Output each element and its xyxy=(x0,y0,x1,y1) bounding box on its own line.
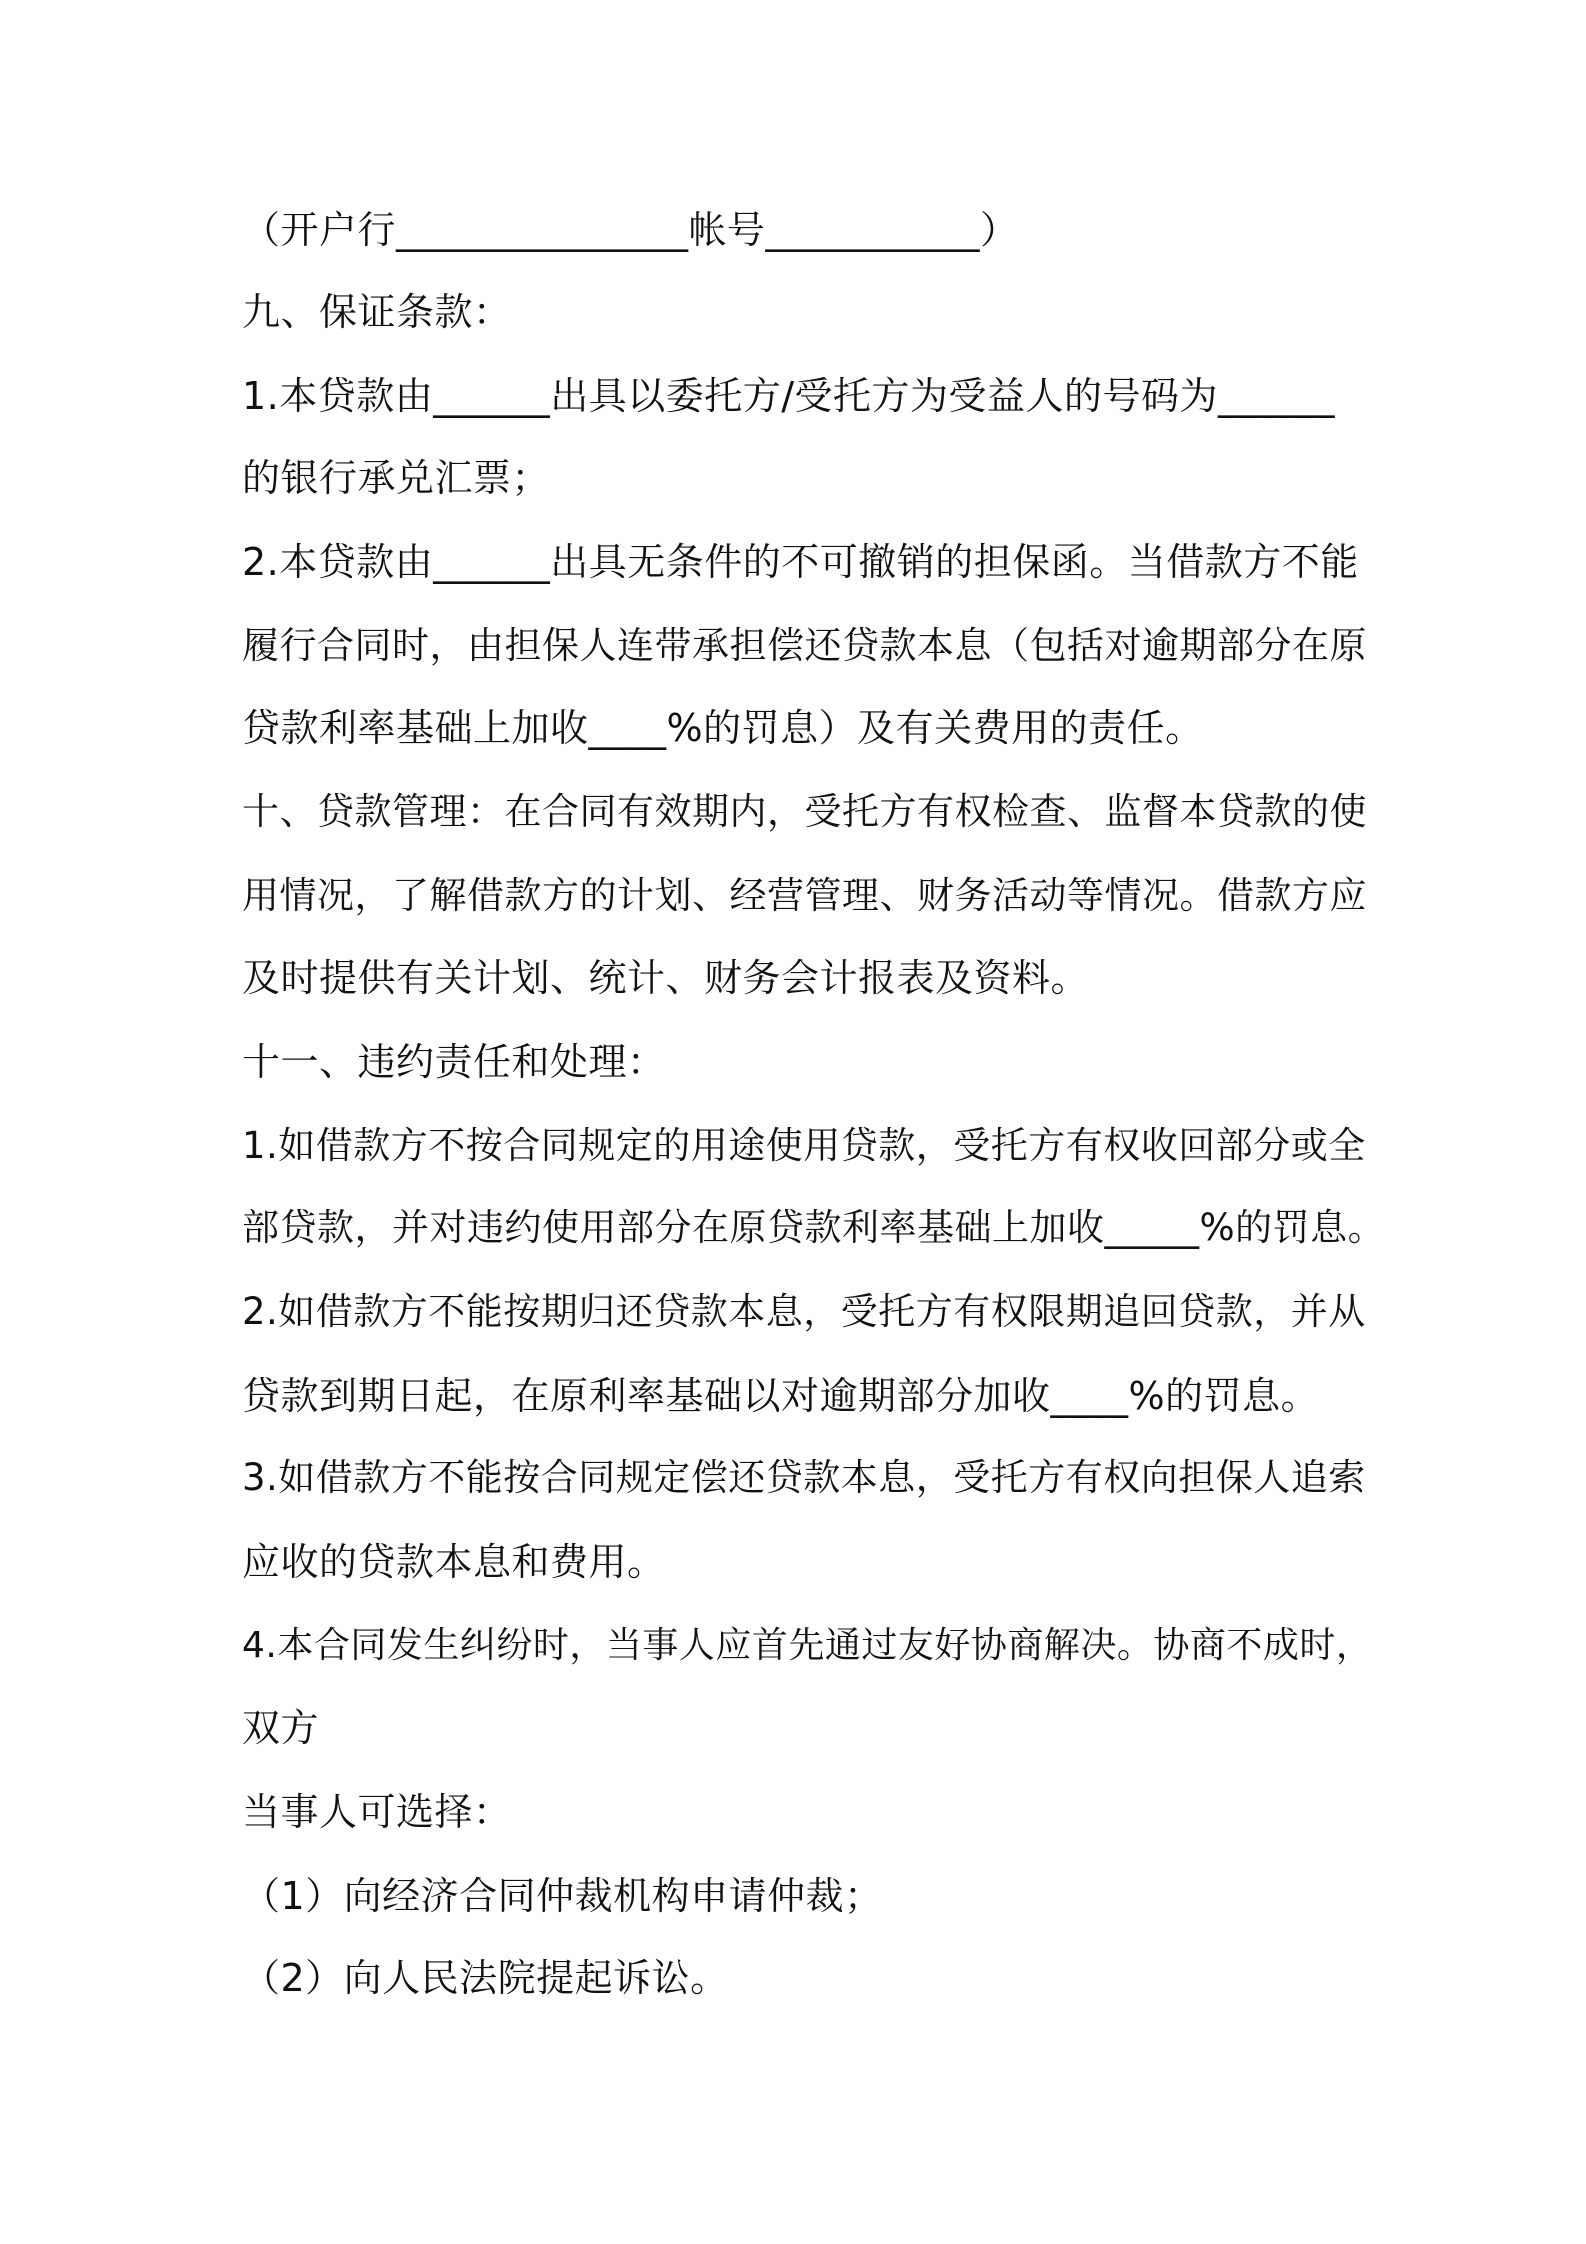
clause-11-3-line-1: 3.如借款方不能按合同规定偿还贷款本息，受托方有权向担保人追索 xyxy=(242,1456,1366,1499)
clause-11-4-line-2: 双方 xyxy=(242,1706,320,1750)
clause-9-2-line-2: 履行合同时，由担保人连带承担偿还贷款本息（包括对逾期部分在原 xyxy=(242,624,1367,667)
section-10-line-1: 十、贷款管理：在合同有效期内，受托方有权检查、监督本贷款的使 xyxy=(242,790,1367,833)
option-1: （1）向经济合同仲裁机构申请仲裁； xyxy=(242,1874,883,1918)
clause-11-4-line-1: 4.本合同发生纠纷时，当事人应首先通过友好协商解决。协商不成时， xyxy=(242,1625,1373,1666)
section-10-line-3: 及时提供有关计划、统计、财务会计报表及资料。 xyxy=(242,956,1090,1000)
clause-9-1-line-2: 的银行承兑汇票； xyxy=(242,456,551,500)
options-intro: 当事人可选择： xyxy=(242,1790,512,1834)
clause-9-2-line-3: 贷款利率基础上加收____%的罚息）及有关费用的责任。 xyxy=(242,706,1204,750)
bank-account-line: （开户行_______________帐号___________） xyxy=(242,208,1019,252)
section-10-line-2: 用情况，了解借款方的计划、经营管理、财务活动等情况。借款方应 xyxy=(242,874,1367,917)
clause-11-3-line-2: 应收的贷款本息和费用。 xyxy=(242,1540,666,1584)
section-11-heading: 十一、违约责任和处理： xyxy=(242,1040,666,1084)
section-9-heading: 九、保证条款： xyxy=(242,290,512,334)
clause-9-1-line-1: 1.本贷款由______出具以委托方/受托方为受益人的号码为______ xyxy=(242,374,1336,418)
option-2: （2）向人民法院提起诉讼。 xyxy=(242,1956,729,2000)
clause-11-2-line-1: 2.如借款方不能按期归还贷款本息，受托方有权限期追回贷款，并从 xyxy=(242,1290,1366,1333)
clause-11-1-line-1: 1.如借款方不按合同规定的用途使用贷款，受托方有权收回部分或全 xyxy=(242,1124,1366,1167)
clause-9-2-line-1: 2.本贷款由______出具无条件的不可撤销的担保函。当借款方不能 xyxy=(242,540,1359,584)
clause-11-1-line-2: 部贷款，并对违约使用部分在原贷款利率基础上加收_____%的罚息。 xyxy=(242,1206,1386,1249)
clause-11-2-line-2: 贷款到期日起，在原利率基础以对逾期部分加收____%的罚息。 xyxy=(242,1374,1320,1418)
